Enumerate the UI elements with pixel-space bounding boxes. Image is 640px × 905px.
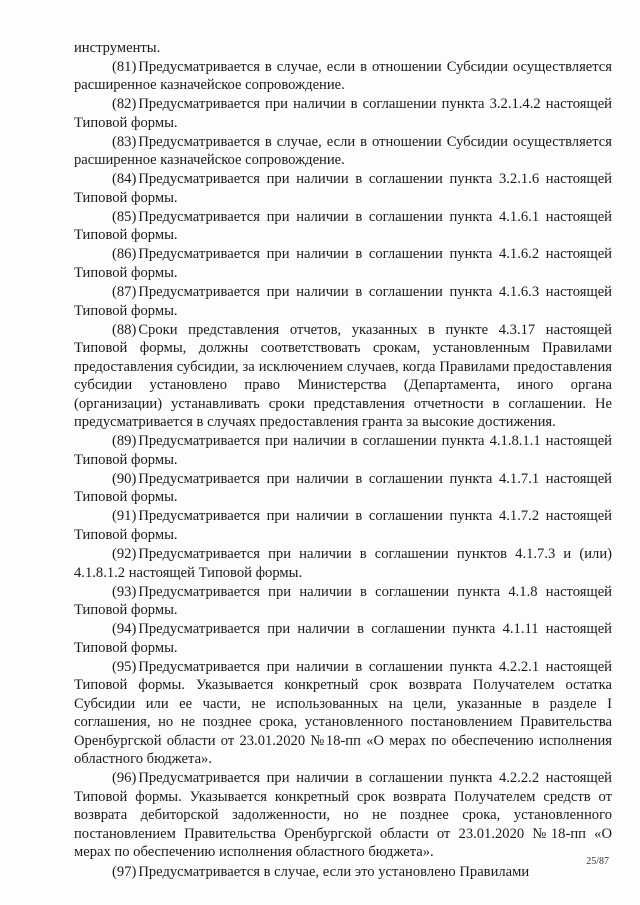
footnote-text: Предусматривается в случае, если это установлено Правилами	[138, 863, 530, 880]
footnote-paragraph	[74, 545, 612, 582]
footnote-paragraph	[74, 432, 612, 469]
footnote-number: (85)	[112, 208, 137, 225]
footnote-text: Предусматривается при наличии в соглашении пункта 4.2.2.1 настоящей Типовой формы. Указывается конкретный срок возврата Получателем остатка Субсидии или ее части, не использованных на цели, указанные в разделе I соглашения, но не позднее срока, установленного постановлением Правительства Оренбургской области от 23.01.2020 №18-пп «О мерах по обеспечению исполнения областного бюджета».	[74, 658, 612, 768]
footnote-number: (96)	[112, 770, 137, 787]
footnote-paragraph	[74, 170, 612, 207]
footnote-text: Предусматривается при наличии в соглашении пункта 4.1.7.1 настоящей Типовой формы.	[74, 470, 612, 506]
footnote-text: Предусматривается при наличии в соглашении пункта 4.1.6.3 настоящей Типовой формы.	[74, 284, 612, 319]
footnote-text: Предусматривается при наличии в соглашении пункта 3.2.1.4.2 настоящей Типовой формы.	[74, 96, 612, 131]
footnote-number: (97)	[112, 863, 137, 880]
footnote-text: Предусматривается при наличии в соглашении пунктов 4.1.7.3 и (или) 4.1.8.1.2 настоящей Типовой формы.	[74, 546, 612, 581]
footnote-number: (91)	[112, 508, 137, 525]
footnote-paragraph	[74, 245, 612, 282]
footnote-text: Предусматривается при наличии в соглашении пункта 4.2.2.2 настоящей Типовой формы. Указывается конкретный срок возврата Получателем средств от возврата дебиторской задолженности, но не позднее срока, установленного постановлением Правительства Оренбургской области от 23.01.2020 №18-пп «О мерах по обеспечению исполнения областного бюджета».	[74, 770, 612, 861]
lead-line: инструменты.	[74, 40, 161, 56]
footnote-text: Предусматривается в случае, если в отношении Субсидии осуществляется расширенное казначейское сопровождение.	[74, 58, 612, 93]
footnote-paragraph	[74, 321, 612, 432]
footnote-number: (86)	[112, 246, 137, 263]
footnote-number: (89)	[112, 433, 137, 450]
footnote-number: (94)	[112, 621, 137, 638]
footnote-number: (87)	[112, 284, 137, 301]
footnote-paragraph	[74, 769, 612, 862]
footnote-paragraph	[74, 863, 612, 882]
footnote-paragraph	[74, 208, 612, 245]
footnote-text: Предусматривается в случае, если в отношении Субсидии осуществляется расширенное казначейское сопровождение.	[74, 133, 612, 169]
footnote-text: Предусматривается при наличии в соглашении пункта 4.1.8 настоящей Типовой формы.	[74, 583, 612, 619]
footnote-paragraph	[74, 470, 612, 507]
footnote-paragraph	[74, 95, 612, 132]
footnote-number: (83)	[112, 133, 137, 150]
footnote-paragraph	[74, 658, 612, 769]
footnotes-list	[74, 58, 612, 882]
footnote-number: (95)	[112, 658, 137, 675]
footnote-text: Предусматривается при наличии в соглашении пункта 4.1.6.1 настоящей Типовой формы.	[74, 208, 612, 244]
footnote-text: Предусматривается при наличии в соглашении пункта 4.1.11 настоящей Типовой формы.	[74, 621, 612, 656]
footnote-text: Предусматривается при наличии в соглашении пункта 4.1.7.2 настоящей Типовой формы.	[74, 508, 612, 543]
footnote-text: Предусматривается при наличии в соглашении пункта 4.1.6.2 настоящей Типовой формы.	[74, 246, 612, 281]
footnote-number: (92)	[112, 546, 137, 563]
footnote-paragraph	[74, 620, 612, 657]
footnote-paragraph	[74, 507, 612, 544]
footnote-text: Предусматривается при наличии в соглашении пункта 4.1.8.1.1 настоящей Типовой формы.	[74, 433, 612, 468]
footnote-text: Сроки представления отчетов, указанных в пункте 4.3.17 настоящей Типовой формы, должны соответствовать срокам, установленным Правилами предоставления субсидии, за исключением случаев, когда Правилами предоставления субсидии установлено право Министерства (Департамента, иного органа (организации) устанавливать сроки представления отчетности в соглашении. Не предусматривается в случаях предоставления гранта за высокие достижения.	[74, 321, 612, 431]
footnote-paragraph	[74, 583, 612, 620]
footnote-text: Предусматривается при наличии в соглашении пункта 3.2.1.6 настоящей Типовой формы.	[74, 171, 612, 206]
footnote-paragraph	[74, 283, 612, 320]
page-number: 25/87	[586, 856, 609, 867]
footnote-number: (90)	[112, 470, 137, 487]
footnote-number: (93)	[112, 583, 137, 600]
footnote-number: (82)	[112, 96, 137, 113]
footnote-number: (84)	[112, 171, 137, 188]
document-body	[74, 39, 612, 882]
footnote-paragraph	[74, 58, 612, 95]
footnote-paragraph	[74, 133, 612, 170]
footnote-number: (81)	[112, 58, 137, 75]
footnote-number: (88)	[112, 321, 137, 338]
